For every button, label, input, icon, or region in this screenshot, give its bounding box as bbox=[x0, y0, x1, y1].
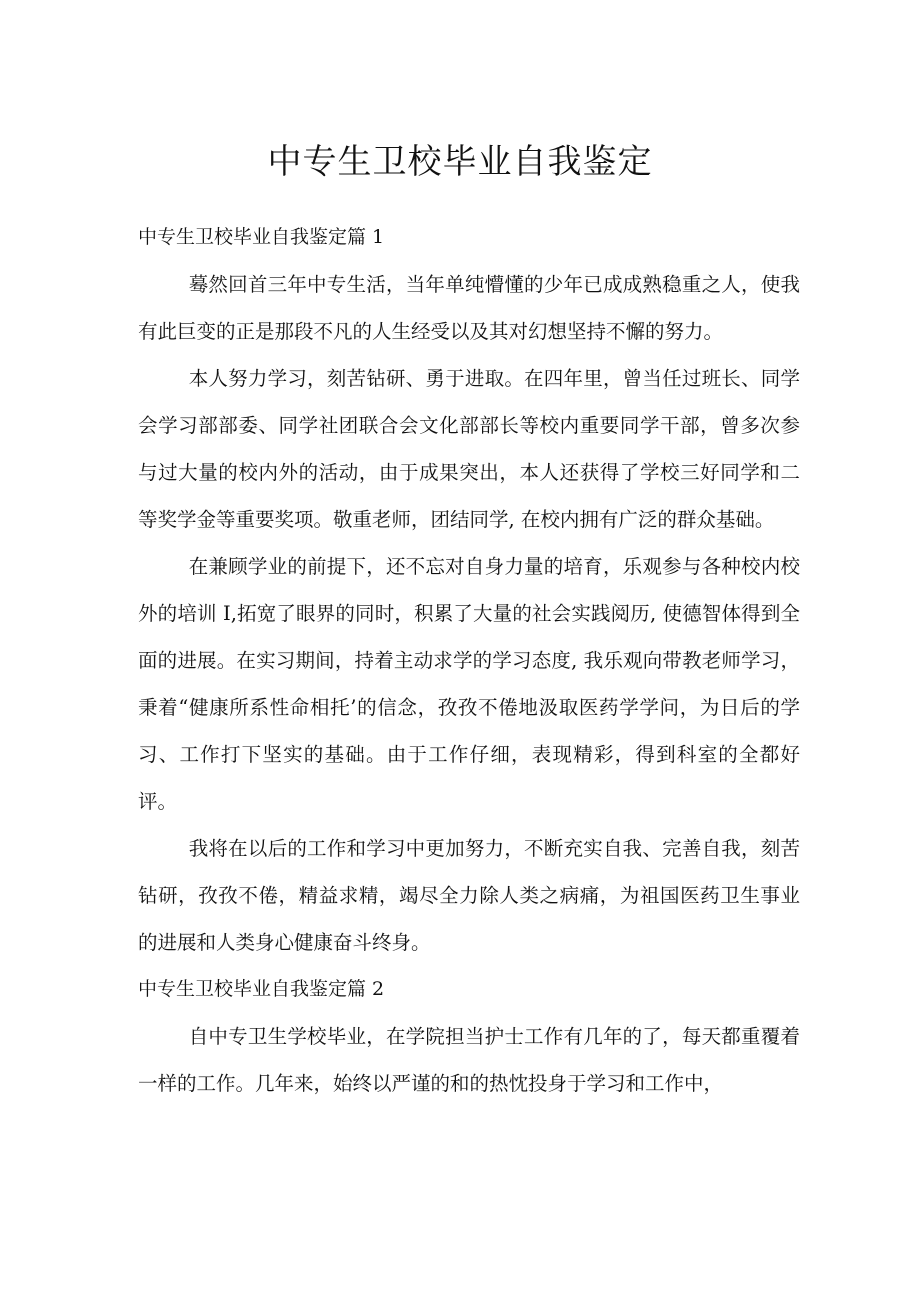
section-heading-1: 中专生卫校毕业自我鉴定篇 1 bbox=[138, 226, 385, 248]
paragraph-1-2: 本人努力学习，刻苦钻研、勇于进取。在四年里，曾当任过班长、同学会学习部部委、同学社团联合会文化部部长等校内重要同学干部，曾多次参与过大量的校内外的活动，由于成果突出，本人还获得了学校三好同学和二等奖学金等重要奖项。敬重老师，团结同学, 在校内拥有广泛的群众基础。 bbox=[138, 367, 800, 531]
section-heading-2: 中专生卫校毕业自我鉴定篇 2 bbox=[138, 978, 385, 1000]
paragraph-1-1: 蓦然回首三年中专生活，当年单纯懵懂的少年已成成熟稳重之人，使我有此巨变的正是那段不凡的人生经受以及其对幻想坚持不懈的努力。 bbox=[138, 273, 800, 343]
document-body bbox=[138, 214, 800, 1107]
paragraph-1-3: 在兼顾学业的前提下，还不忘对自身力量的培育，乐观参与各种校内校外的培训 I,拓宽了眼界的同时，积累了大量的社会实践阅历, 使德智体得到全面的进展。在实习期间，持着主动求学的学习态度, 我乐观向带教老师学习，秉着“健康所系性命相托’的信念，孜孜不倦地汲取医药学学问，为日后的学习、工作打下坚实的基础。由于工作仔细，表现精彩，得到科室的全都好评。 bbox=[138, 555, 800, 813]
paragraph-1-4: 我将在以后的工作和学习中更加努力，不断充实自我、完善自我，刻苦钻研，孜孜不倦，精益求精，竭尽全力除人类之病痛，为祖国医药卫生事业的进展和人类身心健康奋斗终身。 bbox=[138, 837, 800, 954]
document-title: 中专生卫校毕业自我鉴定 bbox=[267, 142, 653, 182]
paragraph-2-1: 自中专卫生学校毕业，在学院担当护士工作有几年的了，每天都重覆着一样的工作。几年来，始终以严谨的和的热忱投身于学习和工作中， bbox=[138, 1025, 800, 1095]
